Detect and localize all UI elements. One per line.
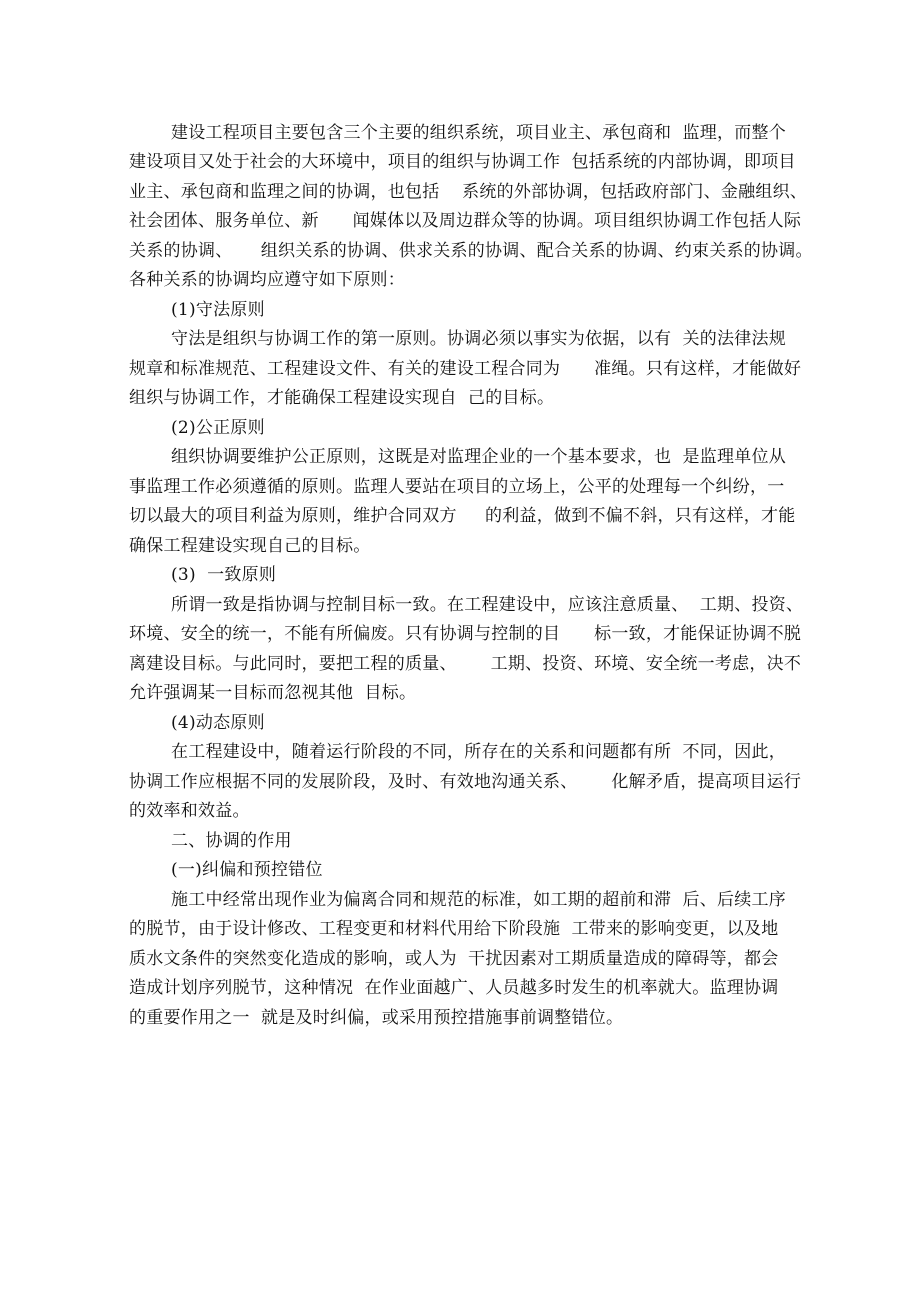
- paragraph-5-line-2: 协调工作应根据不同的发展阶段，及时、有效地沟通关系、 化解矛盾，提高项目运行: [129, 772, 802, 792]
- paragraph-1-line-6: 各种关系的协调均应遵守如下原则：: [129, 270, 405, 290]
- paragraph-6-line-4: 造成计划序列脱节，这种情况 在作业面越广、人员越多时发生的机率就大。监理协调: [129, 978, 779, 998]
- subsection-heading-correction: (一)纠偏和预控错位: [171, 860, 323, 880]
- paragraph-1-line-4: 社会团体、服务单位、新 闻媒体以及周边群众等的协调。项目组织协调工作包括人际: [129, 211, 802, 231]
- paragraph-6-line-1: 施工中经常出现作业为偏离合同和规范的标准，如工期的超前和滞 后、后续工序: [171, 890, 787, 910]
- paragraph-4-line-3: 离建设目标。与此同时，要把工程的质量、 工期、投资、环境、安全统一考虑，决不: [129, 654, 802, 674]
- paragraph-2-line-3: 组织与协调工作，才能确保工程建设实现自 己的目标。: [129, 388, 555, 408]
- paragraph-6-line-5: 的重要作用之一 就是及时纠偏，或采用预控措施事前调整错位。: [129, 1008, 624, 1028]
- heading-principle-1: (1)守法原则: [171, 300, 265, 320]
- paragraph-3-line-4: 确保工程建设实现自己的目标。: [129, 536, 371, 556]
- paragraph-6-line-3: 质水文条件的突然变化造成的影响，或人为 干扰因素对工期质量造成的障碍等，都会: [129, 949, 779, 969]
- paragraph-1-line-2: 建设项目又处于社会的大环境中，项目的组织与协调工作 包括系统的内部协调，即项目: [129, 152, 796, 172]
- paragraph-4-line-4: 允许强调某一目标而忽视其他 目标。: [129, 683, 417, 703]
- paragraph-3-line-3: 切以最大的项目利益为原则，维护合同双方 的利益，做到不偏不斜，只有这样，才能: [129, 506, 796, 526]
- paragraph-3-line-1: 组织协调要维护公正原则，这既是对监理企业的一个基本要求，也 是监理单位从: [171, 447, 787, 467]
- paragraph-6-line-2: 的脱节，由于设计修改、工程变更和材料代用给下阶段施 工带来的影响变更，以及地: [129, 919, 779, 939]
- paragraph-5-line-1: 在工程建设中，随着运行阶段的不同，所存在的关系和问题都有所 不同，因此，: [171, 742, 787, 762]
- heading-principle-2: (2)公正原则: [171, 418, 265, 438]
- section-heading-role-of-coordination: 二、协调的作用: [171, 831, 292, 851]
- paragraph-2-line-1: 守法是组织与协调工作的第一原则。协调必须以事实为依据，以有 关的法律法规: [171, 329, 787, 349]
- heading-principle-3: (3) 一致原则: [171, 565, 277, 585]
- paragraph-4-line-1: 所谓一致是指协调与控制目标一致。在工程建设中，应该注意质量、 工期、投资、: [171, 595, 804, 615]
- paragraph-4-line-2: 环境、安全的统一，不能有所偏废。只有协调与控制的目 标一致，才能保证协调不脱: [129, 624, 802, 644]
- paragraph-1-line-1: 建设工程项目主要包含三个主要的组织系统，项目业主、承包商和 监理，而整个: [171, 123, 787, 143]
- paragraph-1-line-3: 业主、承包商和监理之间的协调，也包括 系统的外部协调，包括政府部门、金融组织、: [129, 182, 808, 202]
- paragraph-2-line-2: 规章和标准规范、工程建设文件、有关的建设工程合同为 准绳。只有这样，才能做好: [129, 359, 802, 379]
- heading-principle-4: (4)动态原则: [171, 713, 265, 733]
- paragraph-3-line-2: 事监理工作必须遵循的原则。监理人要站在项目的立场上，公平的处理每一个纠纷，一: [129, 477, 785, 497]
- paragraph-5-line-3: 的效率和效益。: [129, 801, 250, 821]
- paragraph-1-line-5: 关系的协调、 组织关系的协调、供求关系的协调、配合关系的协调、约束关系的协调。: [129, 241, 813, 261]
